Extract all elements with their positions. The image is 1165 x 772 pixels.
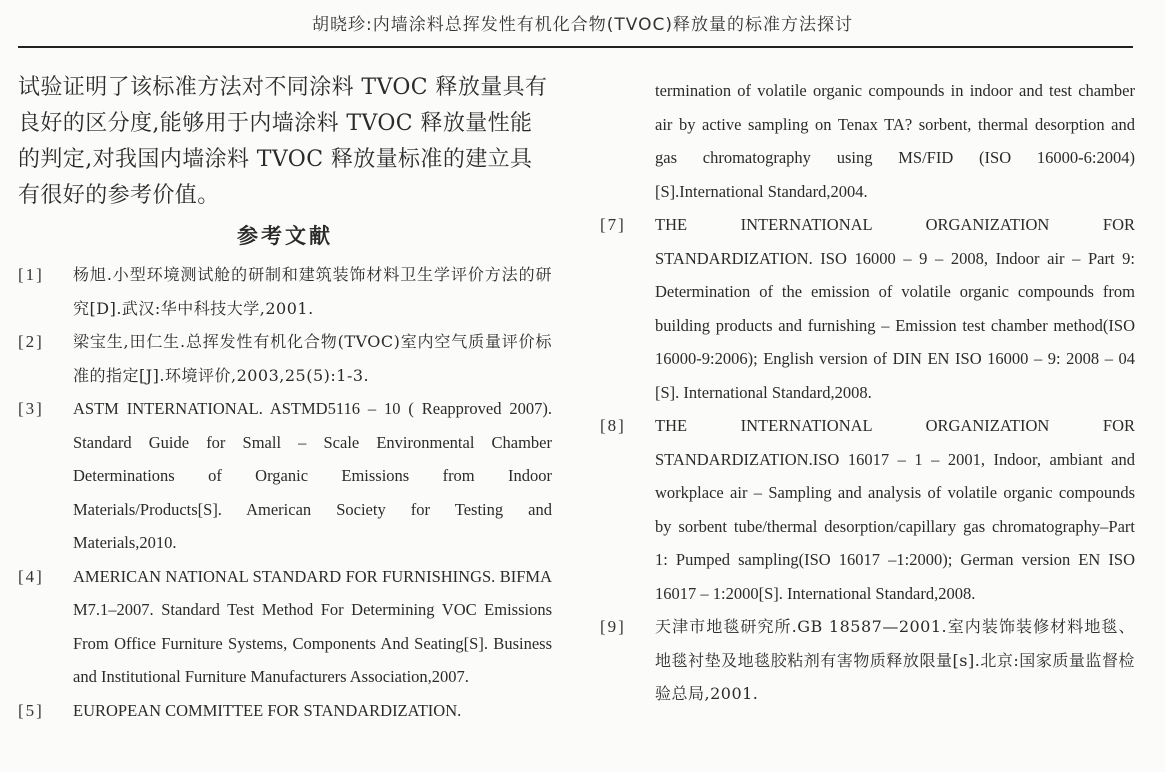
reference-item-5 xyxy=(18,694,552,728)
reference-number: [8] xyxy=(600,416,626,435)
references-title: 参考文献 xyxy=(237,224,333,248)
left-column xyxy=(18,70,552,727)
reference-text: THE INTERNATIONAL ORGANIZATION FOR STANDARDIZATION. ISO 16000 – 9 – 2008, Indoor air – Part 9: Determination of the emission of volatile organic compounds from building products and furnishing – Emission test chamber method(ISO 16000-9:2006); English version of DIN EN ISO 16000 – 9: 2008 – 04 [S]. International Standard,2008. xyxy=(655,215,1135,402)
reference-text: EUROPEAN COMMITTEE FOR STANDARDIZATION. xyxy=(73,700,462,720)
reference-item-9 xyxy=(600,610,1135,711)
reference-number: [3] xyxy=(18,399,44,418)
reference-item-4 xyxy=(18,560,552,694)
reference-number: [4] xyxy=(18,566,44,586)
reference-number: [1] xyxy=(18,265,44,284)
running-head: 胡晓珍:内墙涂料总挥发性有机化合物(TVOC)释放量的标准方法探讨 xyxy=(312,15,853,35)
intro-paragraph: 试验证明了该标准方法对不同涂料 TVOC 释放量具有良好的区分度,能够用于内墙涂料 TVOC 释放量性能的判定,对我国内墙涂料 TVOC 释放量标准的建立具有很好的参考价值。 xyxy=(18,75,548,208)
reference-number: [9] xyxy=(600,617,626,636)
reference-text: THE INTERNATIONAL ORGANIZATION FOR STANDARDIZATION.ISO 16017 – 1 – 2001, Indoor, ambiant and workplace air – Sampling and analysis of volatile organic compounds by sorbent tube/thermal desorption/capillary gas chromatography–Part 1: Pumped sampling(ISO 16017 –1:2000); German version EN ISO 16017 – 1:2000[S]. International Standard,2008. xyxy=(655,416,1135,603)
right-column xyxy=(600,74,1135,711)
header-rule xyxy=(18,46,1133,48)
reference-text: 梁宝生,田仁生.总挥发性有机化合物(TVOC)室内空气质量评价标准的指定[J].环境评价,2003,25(5):1-3. xyxy=(73,332,552,385)
reference-number: [5] xyxy=(18,700,44,720)
reference-item-1 xyxy=(18,258,552,325)
reference-number: [7] xyxy=(600,215,626,234)
reference-text: AMERICAN NATIONAL STANDARD FOR FURNISHINGS. BIFMA M7.1–2007. Standard Test Method For Determining VOC Emissions From Office Furniture Systems, Components And Seating[S]. Business and Institutional Furniture Manufacturers Association,2007. xyxy=(73,566,552,686)
reference-item-8 xyxy=(600,409,1135,610)
reference-number: [2] xyxy=(18,332,44,351)
reference-continuation-text: termination of volatile organic compounds in indoor and test chamber air by active sampling on Tenax TA? sorbent, thermal desorption and gas chromatography using MS/FID (ISO 16000-6:2004)[S].International Standard,2004. xyxy=(655,81,1135,201)
reference-item-7 xyxy=(600,208,1135,409)
reference-item-2 xyxy=(18,325,552,392)
reference-item-3 xyxy=(18,392,552,560)
reference-continuation xyxy=(600,74,1135,208)
reference-text: ASTM INTERNATIONAL. ASTMD5116 – 10 ( Reapproved 2007). Standard Guide for Small – Scale Environmental Chamber Determinations of Organic Emissions from Indoor Materials/Products[S]. American Society for Testing and Materials,2010. xyxy=(73,399,552,552)
reference-text: 天津市地毯研究所.GB 18587—2001.室内装饰装修材料地毯、地毯衬垫及地毯胶粘剂有害物质释放限量[s].北京:国家质量监督检验总局,2001. xyxy=(655,617,1135,703)
reference-text: 杨旭.小型环境测试舱的研制和建筑装饰材料卫生学评价方法的研究[D].武汉:华中科技大学,2001. xyxy=(73,265,552,318)
